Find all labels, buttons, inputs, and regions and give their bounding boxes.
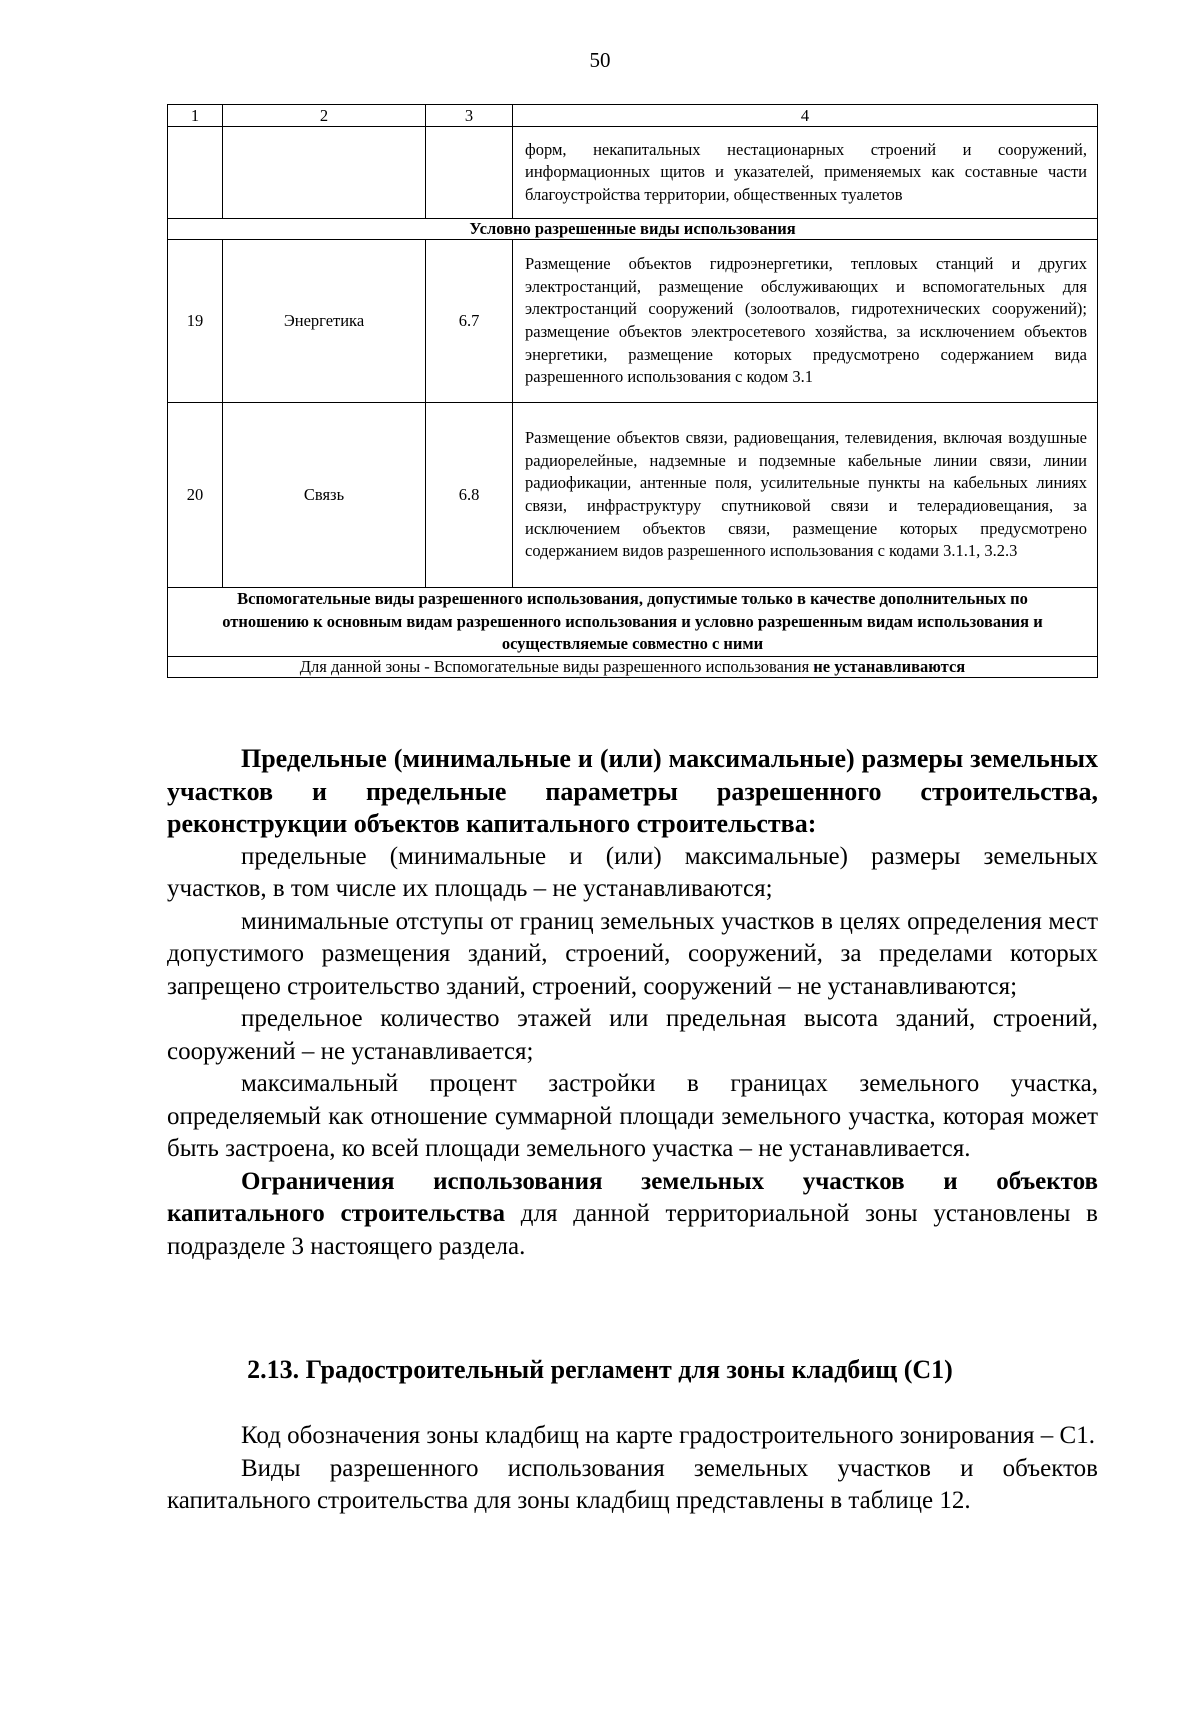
section-row	[168, 219, 1098, 240]
restrictions-paragraph	[167, 1166, 1098, 1264]
page-number: 50	[589, 48, 611, 72]
limits-item: максимальный процент застройки в границах земельного участка, определяемый как отношение суммарной площади земельного участка, которая может быть застроена, ко всей площади земельного участка – не устанавливается.	[167, 1070, 1098, 1162]
use-name: Энергетика	[223, 240, 426, 403]
table-cell	[223, 127, 426, 219]
table-row	[168, 240, 1098, 403]
use-code: 6.8	[426, 403, 513, 588]
table-row	[168, 127, 1098, 219]
header-cell: 2	[223, 105, 426, 127]
restrictions-bold: Ограничения использования земельных участков и объектов капитального строительства	[167, 1167, 1098, 1227]
limits-item: предельные (минимальные и (или) максимальные) размеры земельных участков, в том числе их площадь – не устанавливаются;	[167, 842, 1098, 902]
auxiliary-uses-heading: Вспомогательные виды разрешенного использования, допустимые только в качестве дополнительных по отношению к основным видам разрешенного использования и условно разрешенным видам использования и осуществляемые совместно с ними	[168, 588, 1098, 657]
use-description: Размещение объектов связи, радиовещания, телевидения, включая воздушные радиорелейные, надземные и подземные кабельные линии связи, линии радиофикации, антенные поля, усилительные пункты на кабельных линиях связи, инфраструктуру спутниковой связи и телерадиовещания, за исключением объектов связи, размещение которых предусмотрено содержанием видов разрешенного использования с кодами 3.1.1, 3.2.3	[513, 403, 1098, 588]
restrictions-rest: для данной территориальной зоны установлены в подразделе 3 настоящего раздела.	[167, 1200, 1098, 1260]
continuation-text: форм, некапитальных нестационарных строений и сооружений, информационных щитов и указателей, применяемых как составные части благоустройства территории, общественных туалетов	[513, 127, 1098, 219]
limits-item: минимальные отступы от границ земельных участков в целях определения мест допустимого размещения зданий, строений, сооружений, за пределами которых запрещено строительство зданий, строений, сооружений – не устанавливаются;	[167, 907, 1098, 1000]
table-cell	[426, 127, 513, 219]
auxiliary-uses-note	[168, 656, 1098, 677]
table-cell	[168, 127, 223, 219]
header-cell: 3	[426, 105, 513, 127]
section-body	[167, 1420, 1098, 1518]
section-paragraph: Код обозначения зоны кладбищ на карте градостроительного зонирования – С1.	[241, 1422, 1095, 1449]
limits-item: предельное количество этажей или предельная высота зданий, строений, сооружений – не устанавливается;	[167, 1005, 1098, 1065]
use-description: Размещение объектов гидроэнергетики, тепловых станций и других электростанций, размещение обслуживающих и вспомогательных для электростанций сооружений (золоотвалов, гидротехнических сооружений); размещение объектов электросетевого хозяйства, за исключением объектов энергетики, размещение которых предусмотрено содержанием вида разрешенного использования с кодом 3.1	[513, 240, 1098, 403]
limits-block	[167, 743, 1098, 1263]
use-code: 6.7	[426, 240, 513, 403]
header-cell: 1	[168, 105, 223, 127]
row-number: 20	[168, 403, 223, 588]
table-header-row	[168, 105, 1098, 127]
limits-heading: Предельные (минимальные и (или) максимальные) размеры земельных участков и предельные параметры разрешенного строительства, реконструкции объектов капитального строительства:	[167, 744, 1098, 838]
section-title: 2.13. Градостроительный регламент для зоны кладбищ (С1)	[247, 1355, 953, 1384]
header-cell: 4	[513, 105, 1098, 127]
permitted-uses-table	[167, 104, 1098, 678]
auxiliary-note-prefix: Для данной зоны - Вспомогательные виды разрешенного использования	[299, 656, 810, 676]
section-row	[168, 656, 1098, 677]
section-paragraph: Виды разрешенного использования земельных участков и объектов капитального строительства для зоны кладбищ представлены в таблице 12.	[167, 1454, 1098, 1514]
section-row	[168, 588, 1098, 657]
auxiliary-note-bold: не устанавливаются	[813, 656, 966, 676]
use-name: Связь	[223, 403, 426, 588]
row-number: 19	[168, 240, 223, 403]
conditional-uses-heading: Условно разрешенные виды использования	[168, 219, 1098, 240]
table-row	[168, 403, 1098, 588]
